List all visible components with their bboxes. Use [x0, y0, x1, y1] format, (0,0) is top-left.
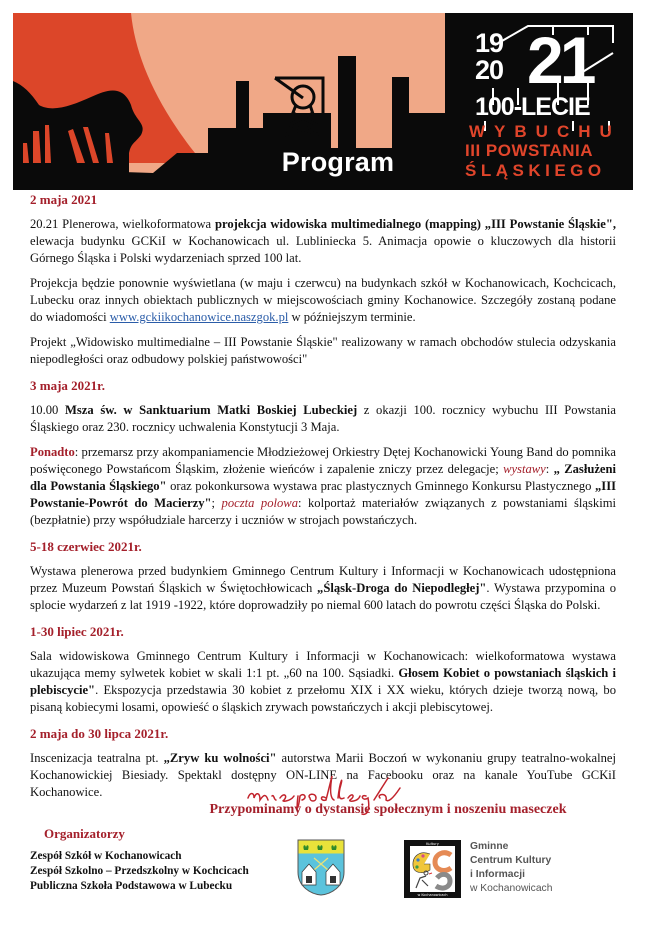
- gckii-line: Gminne: [470, 841, 509, 852]
- year-19: 19: [475, 28, 504, 58]
- organizers-title: Organizatorzy: [44, 826, 125, 841]
- text: . Ekspozycja przedstawia 30 kobiet z przełomu XIX i XX wieku, których dzieje tworzą nową, bo pisaną kobiecymi losami, opowieść o śląskich zrywach powstańczych i akcji plebiscytowej.: [30, 683, 616, 714]
- section-date: 5-18 czerwiec 2021r.: [30, 539, 142, 554]
- text: Wystawa plenerowa przed budynkiem Gminnego Centrum Kultury i Informacji w Kochanowicach udostępniona przez Muzeum Powstań Śląskich w Świętochłowicach: [30, 564, 616, 595]
- organizer-item: Zespół Szkolno – Przedszkolny w Kochcicach: [30, 865, 249, 877]
- ponadto-label: Ponadto: [30, 445, 75, 459]
- text: : przemarsz przy akompaniamencie Młodzieżowej Orkiestry Dętej Kochanowicki Young Band do pomnika poświęconego Powstańcom Śląskim, złożenie wieńców i zapalenie zniczy przez delegacje;: [30, 445, 616, 476]
- section-paragraph: [30, 444, 616, 529]
- event-name: „Śląsk-Droga do Niepodległej": [317, 581, 487, 595]
- event-name: „Zryw ku wolności": [163, 751, 277, 765]
- text: z okazji 100. rocznicy wybuchu III Powstania Śląskiego oraz 230. rocznicy uchwalenia Konstytucji 3 Maja.: [30, 403, 616, 434]
- jubilee-line-powstania: III POWSTANIA: [465, 141, 594, 160]
- text: : kolportaż materiałów związanych z powstaniami śląskimi (bezpłatnie) przy współudziale harcerzy i uczniów w strojach powstańczych.: [30, 496, 617, 527]
- text: elewacja budynku GCKiI w Kochanowicach ul. Lubliniecka 5. Animacja opowie o kluczowych dla historii Górnego Śląska i Polski wydarzeniach sprzed 100 lat.: [30, 234, 616, 265]
- organizer-item: Zespół Szkół w Kochanowicach: [30, 850, 182, 862]
- text: Projekcja będzie ponownie wyświetlana (w maju i czerwcu) na budynkach szkół w Kochanowicach, Kochcicach, Lubecku oraz innych obiektach publicznych w miejscowościach gminy Kochanowice. Szczegóły zostaną podane do wiadomości: [30, 276, 616, 324]
- website-link[interactable]: www.gckiikochanowice.naszgok.pl: [109, 310, 289, 324]
- text: :: [545, 462, 554, 476]
- program-title: Program: [281, 147, 395, 177]
- poczta-polowa-label: poczta polowa: [221, 496, 299, 510]
- section-paragraph: Projekt „Widowisko multimedialne – III Powstanie Śląskie" realizowany w ramach obchodów stulecia odzyskania niepodległości oraz odbudowy polskiej państwowości": [30, 335, 616, 366]
- text: Inscenizacja teatralna pt.: [30, 751, 164, 765]
- coat-of-arms-icon: [296, 838, 346, 896]
- gckii-name: [470, 840, 552, 896]
- text: Sala widowiskowa Gminnego Centrum Kultury i Informacji w Kochanowicach: wielkoformatowa wystawa ukazująca memy sylwetek kobiet w skali 1:1 pt. „60 na 100. Sąsiadki.: [30, 649, 616, 680]
- text: w późniejszym terminie.: [288, 310, 416, 324]
- text: . Wystawa przypomina o splocie wydarzeń z lat 1919 -1922, które doprowadziły po niemal 600 latach do powrotu części Śląska do Polski.: [30, 581, 616, 612]
- section-paragraph: [30, 648, 616, 716]
- section-paragraph: [30, 402, 616, 436]
- safety-reminder: Przypominamy o dystansie społecznym i noszeniu maseczek: [209, 802, 567, 817]
- niepodlegla-signature: [240, 768, 410, 818]
- event-name: „III Powstanie-Powrót do Macierzy": [30, 479, 616, 510]
- event-name: Msza św. w Sanktuarium Matki Boskiej Lubeckiej: [65, 403, 358, 417]
- jubilee-line-wybuchu: WYBUCHU: [469, 122, 621, 141]
- text: oraz pokonkursowa wystawa prac plastycznych Gminnego Konkursu Plastycznego: [166, 479, 595, 493]
- year-20: 20: [475, 55, 504, 85]
- section-date: 3 maja 2021r.: [30, 378, 105, 393]
- text: 20.21 Plenerowa, wielkoformatowa: [30, 217, 215, 231]
- program-content: [30, 191, 616, 818]
- text: 10.00: [30, 403, 65, 417]
- text: ;: [211, 496, 222, 510]
- svg-text:Kultury: Kultury: [426, 842, 439, 846]
- event-name: projekcja widowiska multimedialnego (mapping) „III Powstanie Śląskie",: [214, 217, 616, 231]
- organizer-item: Publiczna Szkoła Podstawowa w Lubecku: [30, 880, 233, 892]
- gckii-line: Centrum Kultury: [470, 855, 552, 866]
- gckii-line: w Kochanowicach: [470, 883, 553, 894]
- section-paragraph: [30, 216, 616, 267]
- section-paragraph: [30, 275, 616, 326]
- wystawy-label: wystawy: [503, 462, 546, 476]
- anniversary-label: 100-LECIE: [475, 93, 590, 121]
- event-name: „ Zasłużeni dla Powstania Śląskiego": [30, 462, 617, 493]
- jubilee-logo: [445, 13, 633, 190]
- organizers-list: [30, 849, 249, 894]
- year-21: 21: [527, 23, 593, 97]
- section-date: 1-30 lipiec 2021r.: [30, 624, 124, 639]
- section-date: 2 maja 2021: [30, 192, 98, 207]
- gckii-logo-icon: [404, 840, 461, 898]
- header-banner: [13, 13, 633, 190]
- svg-text:w Kochanowicach: w Kochanowicach: [417, 893, 448, 897]
- section-date: 2 maja do 30 lipca 2021r.: [30, 726, 169, 741]
- gckii-line: i Informacji: [470, 869, 525, 880]
- event-name: Głosem Kobiet o powstaniach śląskich i plebiscycie": [30, 666, 616, 697]
- text: autorstwa Marii Boczoń w wykonaniu grupy teatralno-wokalnej Kochanowickiej Biesiady. Spektakl dostępny ON-LINE na Facebooku oraz na kanale YouTube GCKiI Kochanowice.: [30, 751, 616, 799]
- section-paragraph: [30, 563, 616, 614]
- jubilee-line-slaskiego: ŚLĄSKIEGO: [465, 161, 606, 180]
